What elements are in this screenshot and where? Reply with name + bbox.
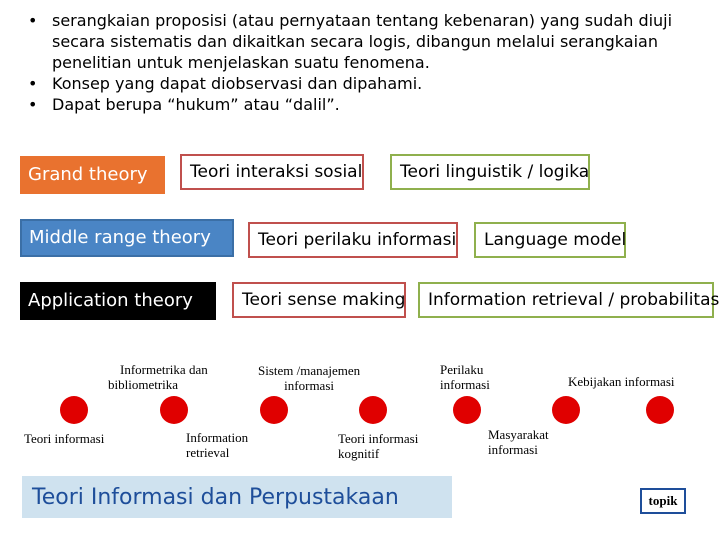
topic-label-line: Informetrika dan bbox=[120, 362, 208, 377]
topic-label-line: informasi bbox=[284, 378, 334, 393]
topic-circle bbox=[160, 396, 188, 424]
topic-label-kebijakan: Kebijakan informasi bbox=[568, 374, 675, 389]
topic-circle bbox=[453, 396, 481, 424]
topik-button[interactable]: topik bbox=[640, 488, 686, 514]
topic-label-line: Masyarakat bbox=[488, 427, 549, 442]
topic-label-line: retrieval bbox=[186, 445, 230, 460]
topic-label-line: informasi bbox=[440, 377, 490, 392]
topic-label-informetrika bbox=[108, 362, 208, 392]
teori-perilaku-informasi-box: Teori perilaku informasi bbox=[248, 222, 458, 258]
topic-label-line: Teori informasi bbox=[338, 431, 419, 446]
topic-circle bbox=[60, 396, 88, 424]
topic-label-sistem bbox=[258, 363, 360, 393]
language-model-box: Language model bbox=[474, 222, 626, 258]
topic-label-perilaku bbox=[440, 362, 490, 392]
bullet-text: Konsep yang dapat diobservasi dan dipahami. bbox=[52, 74, 423, 93]
bullet-item bbox=[22, 94, 702, 115]
topic-circle bbox=[552, 396, 580, 424]
information-retrieval-box: Information retrieval / probabilitas bbox=[418, 282, 714, 318]
topic-label-kognitif bbox=[338, 431, 418, 461]
topic-label-line: Sistem /manajemen bbox=[258, 363, 361, 378]
topic-circle bbox=[646, 396, 674, 424]
topic-label-line: bibliometrika bbox=[108, 377, 179, 392]
bullet-list bbox=[22, 10, 702, 115]
teori-interaksi-sosial-box: Teori interaksi sosial bbox=[180, 154, 364, 190]
topic-label-information-retrieval bbox=[186, 430, 248, 460]
teori-linguistik-box: Teori linguistik / logika bbox=[390, 154, 590, 190]
footer-title: Teori Informasi dan Perpustakaan bbox=[22, 476, 452, 518]
topic-label-teori-informasi: Teori informasi bbox=[24, 431, 105, 446]
topic-circle bbox=[359, 396, 387, 424]
bullet-text: serangkaian proposisi (atau pernyataan tentang kebenaran) yang sudah diuji secara sistematis dan dikaitkan secara logis, dibangun melalui serangkaian penelitian untuk menjelaskan suatu fenomena. bbox=[52, 11, 673, 72]
grand-theory-box: Grand theory bbox=[20, 156, 165, 194]
topic-label-masyarakat bbox=[488, 427, 549, 457]
topic-label-line: Perilaku bbox=[440, 362, 484, 377]
topic-circle bbox=[260, 396, 288, 424]
teori-sense-making-box: Teori sense making bbox=[232, 282, 406, 318]
bullet-dot: • bbox=[28, 74, 38, 93]
bullet-text: Dapat berupa “hukum” atau “dalil”. bbox=[52, 95, 340, 114]
bullet-dot: • bbox=[28, 95, 38, 114]
bullet-dot: • bbox=[28, 11, 38, 30]
bullet-item bbox=[22, 73, 702, 94]
middle-range-theory-box: Middle range theory bbox=[20, 219, 234, 257]
topic-label-line: informasi bbox=[488, 442, 538, 457]
topic-label-line: Information bbox=[186, 430, 249, 445]
bullet-item bbox=[22, 10, 702, 73]
application-theory-box: Application theory bbox=[20, 282, 216, 320]
topic-label-line: kognitif bbox=[338, 446, 380, 461]
